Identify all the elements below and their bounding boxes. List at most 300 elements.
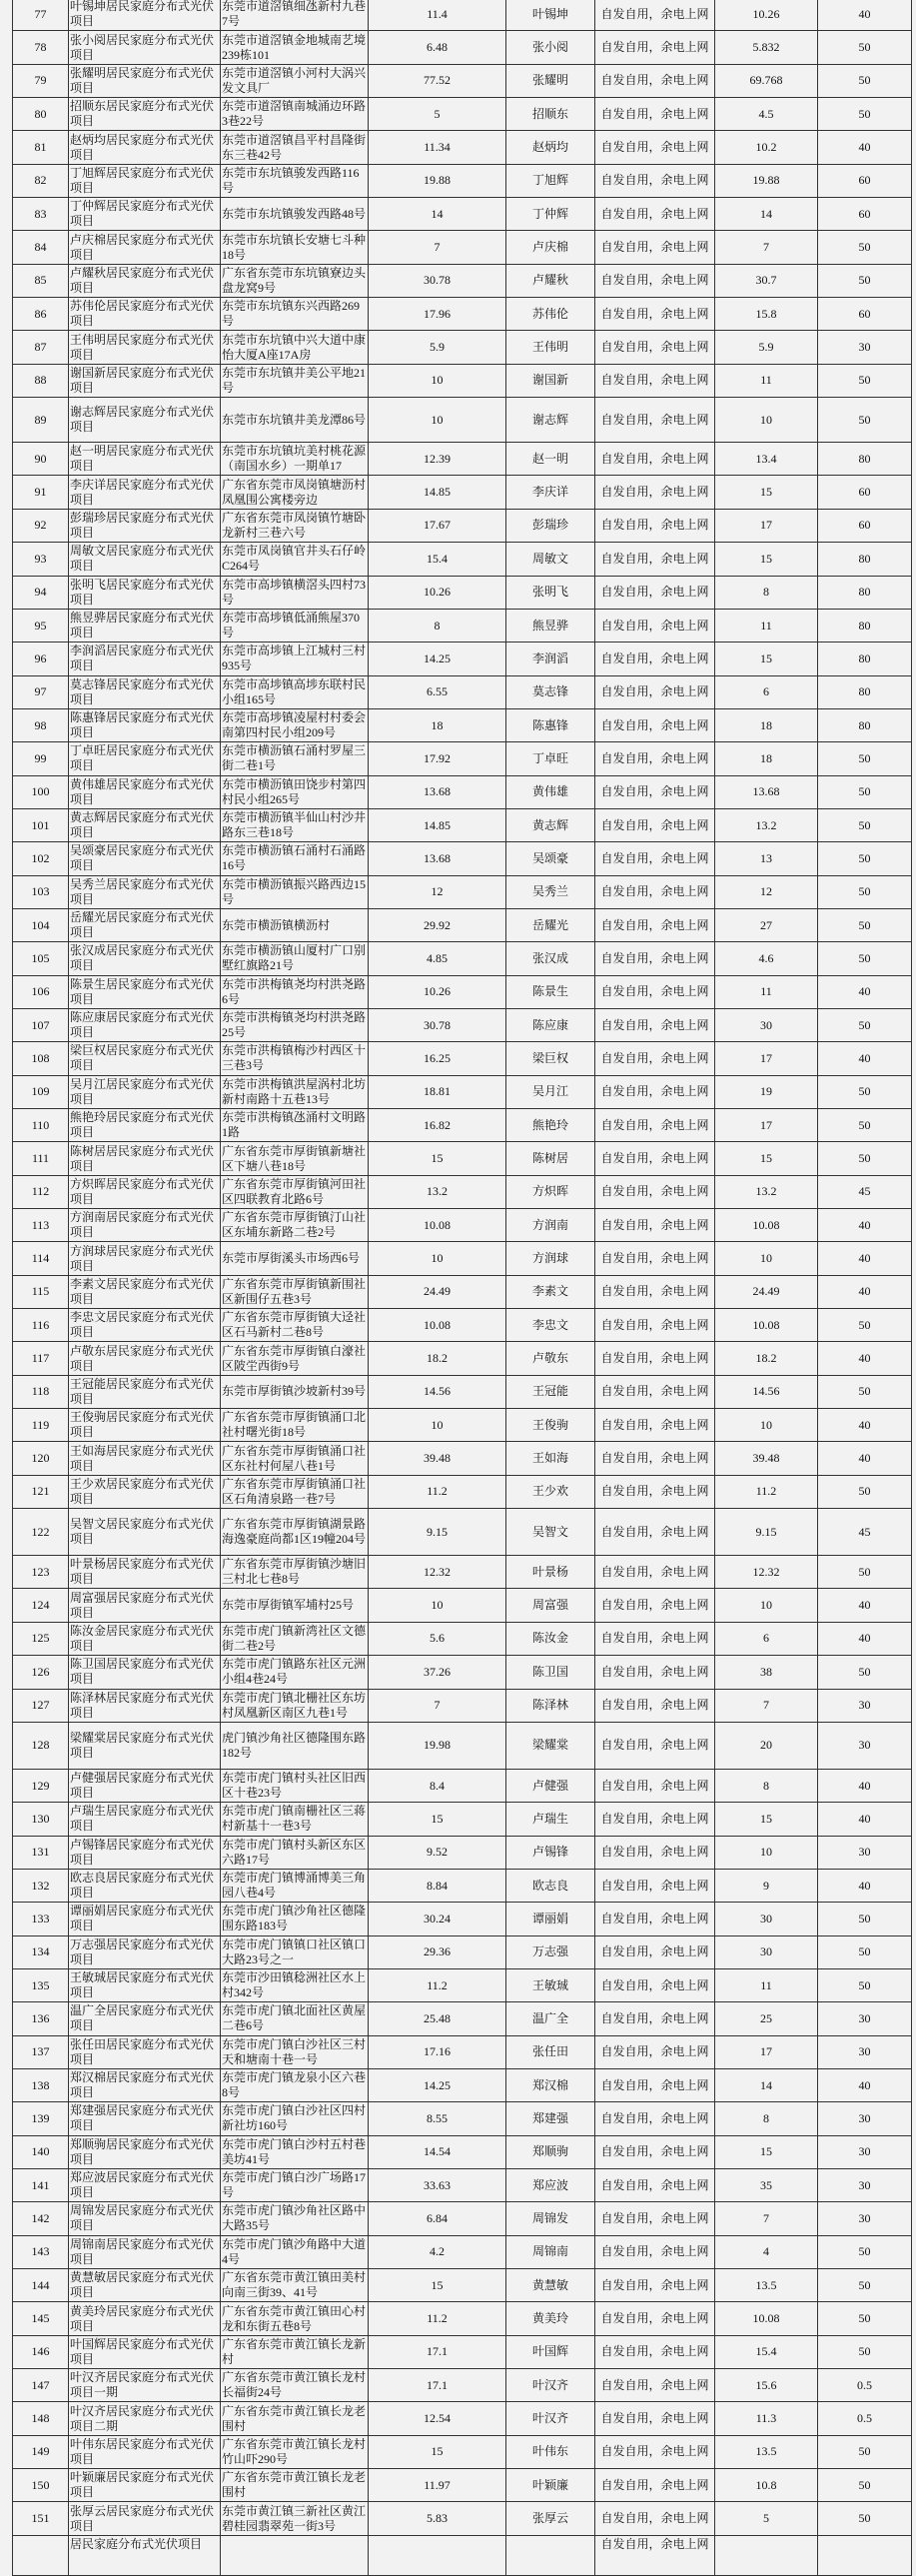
table-row: [13, 775, 912, 808]
percent-cell: 40: [818, 2068, 912, 2101]
capacity-cell: 10.08: [369, 1309, 506, 1342]
row-number-cell: 93: [13, 543, 69, 576]
project-name-cell: 叶汉齐居民家庭分布式光伏项目一期: [69, 2369, 221, 2402]
owner-name-cell: 吴秀兰: [506, 875, 595, 908]
project-name-cell: 陈汝金居民家庭分布式光伏项目: [69, 1622, 221, 1655]
row-number-cell: 140: [13, 2135, 69, 2168]
row-number-cell: 141: [13, 2168, 69, 2201]
table-row: [13, 2002, 912, 2035]
grid-capacity-cell: 13.2: [715, 808, 818, 841]
consumption-mode-cell: 自发自用，余电上网: [595, 164, 715, 197]
consumption-mode-cell: 自发自用，余电上网: [595, 2002, 715, 2035]
project-name-cell: 周锦南居民家庭分布式光伏项目: [69, 2235, 221, 2268]
grid-capacity-cell: 11.3: [715, 2402, 818, 2435]
row-number-cell: 127: [13, 1689, 69, 1722]
consumption-mode-cell: 自发自用，余电上网: [595, 942, 715, 975]
table-row: [13, 1442, 912, 1475]
percent-cell: 50: [818, 1309, 912, 1342]
capacity-cell: 16.82: [369, 1109, 506, 1142]
percent-cell: 80: [818, 643, 912, 675]
consumption-mode-cell: 自发自用，余电上网: [595, 775, 715, 808]
owner-name-cell: 张汉成: [506, 942, 595, 975]
capacity-cell: 17.96: [369, 298, 506, 331]
capacity-cell: 8: [369, 609, 506, 642]
row-number-cell: 128: [13, 1722, 69, 1769]
address-cell: 东莞市横沥镇石涌村石涌路16号: [221, 842, 369, 875]
project-name-cell: 叶汉齐居民家庭分布式光伏项目二期: [69, 2402, 221, 2435]
table-row: [13, 2335, 912, 2368]
table-row: [13, 1722, 912, 1769]
capacity-cell: 5.83: [369, 2502, 506, 2535]
table-row: [13, 298, 912, 331]
owner-name-cell: 梁耀棠: [506, 1722, 595, 1769]
project-name-cell: 卢健强居民家庭分布式光伏项目: [69, 1769, 221, 1802]
table-row: [13, 708, 912, 741]
capacity-cell: 8.4: [369, 1769, 506, 1802]
percent-cell: 45: [818, 1509, 912, 1556]
row-number-cell: 117: [13, 1342, 69, 1375]
row-number-cell: 138: [13, 2068, 69, 2101]
grid-capacity-cell: 5: [715, 2502, 818, 2535]
grid-capacity-cell: 15.4: [715, 2335, 818, 2368]
address-cell: 东莞市横沥镇石涌村罗屋三街二巷1号: [221, 742, 369, 775]
table-row: [13, 2202, 912, 2235]
owner-name-cell: 熊昱骅: [506, 609, 595, 642]
owner-name-cell: 周锦南: [506, 2235, 595, 2268]
address-cell: 广东省东莞市厚街镇湖景路海逸豪庭尚都1区19幢204号: [221, 1509, 369, 1556]
project-name-cell: 张明飞居民家庭分布式光伏项目: [69, 576, 221, 609]
percent-cell: 40: [818, 1342, 912, 1375]
consumption-mode-cell: 自发自用，余电上网: [595, 1475, 715, 1508]
consumption-mode-cell: 自发自用，余电上网: [595, 1509, 715, 1556]
table-row: [13, 2135, 912, 2168]
project-name-cell: 王俊驹居民家庭分布式光伏项目: [69, 1409, 221, 1442]
grid-capacity-cell: [715, 2535, 818, 2575]
percent-cell: 30: [818, 1689, 912, 1722]
percent-cell: 50: [818, 842, 912, 875]
grid-capacity-cell: 10.26: [715, 0, 818, 31]
consumption-mode-cell: 自发自用，余电上网: [595, 2502, 715, 2535]
owner-name-cell: 黄慧敏: [506, 2269, 595, 2302]
percent-cell: 40: [818, 1042, 912, 1075]
address-cell: 东莞市道滘镇小河村大涡兴发文具厂: [221, 64, 369, 97]
project-name-cell: 叶景杨居民家庭分布式光伏项目: [69, 1556, 221, 1589]
consumption-mode-cell: 自发自用，余电上网: [595, 1769, 715, 1802]
project-name-cell: 陈卫国居民家庭分布式光伏项目: [69, 1656, 221, 1689]
row-number-cell: 122: [13, 1509, 69, 1556]
percent-cell: 50: [818, 64, 912, 97]
consumption-mode-cell: 自发自用，余电上网: [595, 1375, 715, 1408]
address-cell: 广东省东莞市凤岗镇竹塘卧龙新村三巷六号: [221, 509, 369, 542]
percent-cell: 30: [818, 1836, 912, 1869]
percent-cell: 80: [818, 609, 912, 642]
capacity-cell: 7: [369, 1689, 506, 1722]
address-cell: 东莞市虎门镇村头社区旧西区十巷23号: [221, 1769, 369, 1802]
address-cell: 东莞市厚街镇沙坡新村39号: [221, 1375, 369, 1408]
grid-capacity-cell: 10.08: [715, 1309, 818, 1342]
address-cell: 广东省东莞市厚街镇汀山社区东埔东新路二巷2号: [221, 1209, 369, 1242]
consumption-mode-cell: 自发自用，余电上网: [595, 675, 715, 708]
owner-name-cell: 周敏文: [506, 543, 595, 576]
grid-capacity-cell: 15: [715, 1142, 818, 1175]
percent-cell: 50: [818, 1903, 912, 1935]
project-name-cell: 万志强居民家庭分布式光伏项目: [69, 1935, 221, 1968]
percent-cell: 50: [818, 398, 912, 443]
capacity-cell: 29.92: [369, 908, 506, 941]
row-number-cell: 116: [13, 1309, 69, 1342]
address-cell: 广东省东莞市厚街镇白濠社区陂坣西街9号: [221, 1342, 369, 1375]
project-name-cell: 王伟明居民家庭分布式光伏项目: [69, 331, 221, 364]
table-row: [13, 675, 912, 708]
project-name-cell: 郑顺驹居民家庭分布式光伏项目: [69, 2135, 221, 2168]
consumption-mode-cell: 自发自用，余电上网: [595, 331, 715, 364]
consumption-mode-cell: 自发自用，余电上网: [595, 264, 715, 297]
address-cell: 东莞市虎门镇沙角路中大道4号: [221, 2235, 369, 2268]
consumption-mode-cell: 自发自用，余电上网: [595, 1656, 715, 1689]
address-cell: 东莞市高埗镇上江城村三村935号: [221, 643, 369, 675]
row-number-cell: 125: [13, 1622, 69, 1655]
address-cell: 东莞市东坑镇中兴大道中康怡大厦A座17A房: [221, 331, 369, 364]
percent-cell: 50: [818, 1475, 912, 1508]
percent-cell: 50: [818, 1075, 912, 1108]
project-name-cell: 莫志锋居民家庭分布式光伏项目: [69, 675, 221, 708]
grid-capacity-cell: 9: [715, 1869, 818, 1902]
capacity-cell: 16.25: [369, 1042, 506, 1075]
owner-name-cell: 欧志良: [506, 1869, 595, 1902]
table-row: [13, 1275, 912, 1308]
owner-name-cell: 熊艳玲: [506, 1109, 595, 1142]
address-cell: 东莞市虎门镇白沙社区四村新社坊160号: [221, 2102, 369, 2135]
capacity-cell: 14.56: [369, 1375, 506, 1408]
project-name-cell: 丁卓旺居民家庭分布式光伏项目: [69, 742, 221, 775]
address-cell: 广东省东莞市厚街镇涌口社区石角清泉路一巷7号: [221, 1475, 369, 1508]
consumption-mode-cell: 自发自用，余电上网: [595, 2402, 715, 2435]
percent-cell: 50: [818, 742, 912, 775]
percent-cell: 50: [818, 1968, 912, 2001]
address-cell: 广东省东莞市厚街镇沙塘旧三村北七巷8号: [221, 1556, 369, 1589]
grid-capacity-cell: 18: [715, 742, 818, 775]
row-number-cell: 99: [13, 742, 69, 775]
row-number-cell: 103: [13, 875, 69, 908]
project-name-cell: 陈景生居民家庭分布式光伏项目: [69, 975, 221, 1008]
consumption-mode-cell: 自发自用，余电上网: [595, 1008, 715, 1041]
row-number-cell: 88: [13, 364, 69, 397]
percent-cell: 50: [818, 1935, 912, 1968]
row-number-cell: 97: [13, 675, 69, 708]
project-name-cell: 吴颂豪居民家庭分布式光伏项目: [69, 842, 221, 875]
project-name-cell: 陈应康居民家庭分布式光伏项目: [69, 1008, 221, 1041]
capacity-cell: 9.52: [369, 1836, 506, 1869]
row-number-cell: 84: [13, 231, 69, 264]
grid-capacity-cell: 12.32: [715, 1556, 818, 1589]
address-cell: 东莞市横沥镇田饶步村第四村民小组265号: [221, 775, 369, 808]
consumption-mode-cell: 自发自用，余电上网: [595, 808, 715, 841]
table-row: [13, 1903, 912, 1935]
project-name-cell: 卢庆棉居民家庭分布式光伏项目: [69, 231, 221, 264]
consumption-mode-cell: 自发自用，余电上网: [595, 2202, 715, 2235]
table-row: [13, 2469, 912, 2502]
row-number-cell: 91: [13, 476, 69, 509]
project-name-cell: 周锦发居民家庭分布式光伏项目: [69, 2202, 221, 2235]
row-number-cell: 132: [13, 1869, 69, 1902]
percent-cell: 40: [818, 1209, 912, 1242]
consumption-mode-cell: 自发自用，余电上网: [595, 576, 715, 609]
consumption-mode-cell: 自发自用，余电上网: [595, 742, 715, 775]
project-name-cell: 周富强居民家庭分布式光伏项目: [69, 1589, 221, 1622]
project-name-cell: 谭丽娟居民家庭分布式光伏项目: [69, 1903, 221, 1935]
project-name-cell: 方润南居民家庭分布式光伏项目: [69, 1209, 221, 1242]
table-row: [13, 131, 912, 164]
consumption-mode-cell: 自发自用，余电上网: [595, 1622, 715, 1655]
grid-capacity-cell: 10.8: [715, 2469, 818, 2502]
table-row: [13, 1622, 912, 1655]
percent-cell: 50: [818, 2502, 912, 2535]
owner-name-cell: 谢志辉: [506, 398, 595, 443]
row-number-cell: 146: [13, 2335, 69, 2368]
partial-table-row: [13, 2535, 912, 2575]
owner-name-cell: 郑建强: [506, 2102, 595, 2135]
row-number-cell: 144: [13, 2269, 69, 2302]
row-number-cell: 126: [13, 1656, 69, 1689]
project-name-cell: 张任田居民家庭分布式光伏项目: [69, 2035, 221, 2068]
consumption-mode-cell: 自发自用，余电上网: [595, 1142, 715, 1175]
table-row: [13, 808, 912, 841]
address-cell: 东莞市虎门镇沙角社区德隆围东路183号: [221, 1903, 369, 1935]
row-number-cell: 130: [13, 1803, 69, 1836]
table-row: [13, 609, 912, 642]
project-name-cell: 王少欢居民家庭分布式光伏项目: [69, 1475, 221, 1508]
capacity-cell: 30.78: [369, 264, 506, 297]
project-name-cell: 叶锡坤居民家庭分布式光伏项目: [69, 0, 221, 31]
percent-cell: 60: [818, 164, 912, 197]
percent-cell: 60: [818, 476, 912, 509]
consumption-mode-cell: 自发自用，余电上网: [595, 1869, 715, 1902]
capacity-cell: 10: [369, 364, 506, 397]
table-row: [13, 331, 912, 364]
owner-name-cell: 王俊驹: [506, 1409, 595, 1442]
consumption-mode-cell: 自发自用，余电上网: [595, 1275, 715, 1308]
capacity-cell: 14.85: [369, 808, 506, 841]
project-name-cell: 张小阅居民家庭分布式光伏项目: [69, 31, 221, 64]
consumption-mode-cell: 自发自用，余电上网: [595, 2302, 715, 2335]
grid-capacity-cell: 17: [715, 509, 818, 542]
row-number-cell: 95: [13, 609, 69, 642]
owner-name-cell: 叶景杨: [506, 1556, 595, 1589]
owner-name-cell: 卢健强: [506, 1769, 595, 1802]
address-cell: 东莞市横沥镇横沥村: [221, 908, 369, 941]
capacity-cell: 10.26: [369, 975, 506, 1008]
grid-capacity-cell: 10: [715, 1242, 818, 1275]
project-name-cell: 温广全居民家庭分布式光伏项目: [69, 2002, 221, 2035]
table-row: [13, 975, 912, 1008]
table-row: [13, 231, 912, 264]
address-cell: 东莞市东坑镇骏发西路48号: [221, 198, 369, 231]
project-name-cell: 黄伟雄居民家庭分布式光伏项目: [69, 775, 221, 808]
address-cell: 东莞市东坑镇长安塘七斗种18号: [221, 231, 369, 264]
table-row: [13, 1042, 912, 1075]
address-cell: 广东省东莞市厚街镇新塘社区下塘八巷18号: [221, 1142, 369, 1175]
address-cell: 东莞市横沥镇振兴路西边15号: [221, 875, 369, 908]
percent-cell: 60: [818, 509, 912, 542]
address-cell: 广东省东莞市黄江镇长龙新村: [221, 2335, 369, 2368]
percent-cell: 80: [818, 675, 912, 708]
row-number-cell: 136: [13, 2002, 69, 2035]
project-name-cell: 陈树居居民家庭分布式光伏项目: [69, 1142, 221, 1175]
address-cell: 东莞市东坑镇坑美村桃花源（南国水乡）一期单17: [221, 443, 369, 476]
consumption-mode-cell: 自发自用，余电上网: [595, 543, 715, 576]
capacity-cell: 14.25: [369, 643, 506, 675]
table-row: [13, 509, 912, 542]
capacity-cell: 14: [369, 198, 506, 231]
consumption-mode-cell: 自发自用，余电上网: [595, 2269, 715, 2302]
capacity-cell: 17.16: [369, 2035, 506, 2068]
row-number-cell: 124: [13, 1589, 69, 1622]
address-cell: 东莞市虎门镇村头新区东区六路17号: [221, 1836, 369, 1869]
capacity-cell: 6.55: [369, 675, 506, 708]
table-row: [13, 198, 912, 231]
owner-name-cell: 叶锡坤: [506, 0, 595, 31]
percent-cell: 50: [818, 1556, 912, 1589]
grid-capacity-cell: 14.56: [715, 1375, 818, 1408]
project-name-cell: 吴智文居民家庭分布式光伏项目: [69, 1509, 221, 1556]
row-number-cell: 150: [13, 2469, 69, 2502]
owner-name-cell: 陈惠锋: [506, 708, 595, 741]
address-cell: 东莞市东坑镇井美公平地21号: [221, 364, 369, 397]
address-cell: 东莞市虎门镇沙角社区路中大路35号: [221, 2202, 369, 2235]
percent-cell: 40: [818, 1409, 912, 1442]
capacity-cell: 4.85: [369, 942, 506, 975]
project-name-cell: 苏伟伦居民家庭分布式光伏项目: [69, 298, 221, 331]
percent-cell: 50: [818, 1008, 912, 1041]
project-name-cell: 张耀明居民家庭分布式光伏项目: [69, 64, 221, 97]
capacity-cell: 10: [369, 1409, 506, 1442]
consumption-mode-cell: 自发自用，余电上网: [595, 443, 715, 476]
table-row: [13, 1475, 912, 1508]
percent-cell: 30: [818, 331, 912, 364]
project-name-cell: 王敏珹居民家庭分布式光伏项目: [69, 1968, 221, 2001]
row-number-cell: 120: [13, 1442, 69, 1475]
percent-cell: 50: [818, 31, 912, 64]
row-number-cell: 86: [13, 298, 69, 331]
row-number-cell: 118: [13, 1375, 69, 1408]
grid-capacity-cell: 39.48: [715, 1442, 818, 1475]
owner-name-cell: 莫志锋: [506, 675, 595, 708]
consumption-mode-cell: 自发自用，余电上网: [595, 1556, 715, 1589]
project-name-cell: 李素文居民家庭分布式光伏项目: [69, 1275, 221, 1308]
consumption-mode-cell: 自发自用，余电上网: [595, 298, 715, 331]
owner-name-cell: 丁卓旺: [506, 742, 595, 775]
percent-cell: [818, 2535, 912, 2575]
table-row: [13, 2435, 912, 2468]
consumption-mode-cell: 自发自用，余电上网: [595, 643, 715, 675]
grid-capacity-cell: 20: [715, 1722, 818, 1769]
table-row: [13, 1409, 912, 1442]
capacity-cell: 37.26: [369, 1656, 506, 1689]
owner-name-cell: 张耀明: [506, 64, 595, 97]
table-row: [13, 1589, 912, 1622]
consumption-mode-cell: 自发自用，余电上网: [595, 2369, 715, 2402]
grid-capacity-cell: 30.7: [715, 264, 818, 297]
consumption-mode-cell: 自发自用，余电上网: [595, 842, 715, 875]
table-row: [13, 2235, 912, 2268]
capacity-cell: 29.36: [369, 1935, 506, 1968]
row-number-cell: 147: [13, 2369, 69, 2402]
project-name-cell: 欧志良居民家庭分布式光伏项目: [69, 1869, 221, 1902]
percent-cell: 40: [818, 1442, 912, 1475]
percent-cell: 50: [818, 2269, 912, 2302]
grid-capacity-cell: 10.2: [715, 131, 818, 164]
owner-name-cell: 王敏珹: [506, 1968, 595, 2001]
pv-project-table: [12, 0, 912, 2576]
project-name-cell: 黄美玲居民家庭分布式光伏项目: [69, 2302, 221, 2335]
grid-capacity-cell: 35: [715, 2168, 818, 2201]
address-cell: 东莞市横沥镇半仙山村沙井路东三巷18号: [221, 808, 369, 841]
row-number-cell: 83: [13, 198, 69, 231]
consumption-mode-cell: 自发自用，余电上网: [595, 2435, 715, 2468]
address-cell: 广东省东莞市厚街镇涌口社区东社村何屋八巷1号: [221, 1442, 369, 1475]
owner-name-cell: 丁仲辉: [506, 198, 595, 231]
row-number-cell: 151: [13, 2502, 69, 2535]
table-row: [13, 2369, 912, 2402]
consumption-mode-cell: 自发自用，余电上网: [595, 2068, 715, 2101]
grid-capacity-cell: 5.832: [715, 31, 818, 64]
address-cell: 东莞市高埗镇低涌熊屋370号: [221, 609, 369, 642]
owner-name-cell: 吴颂豪: [506, 842, 595, 875]
row-number-cell: [13, 2535, 69, 2575]
row-number-cell: 121: [13, 1475, 69, 1508]
grid-capacity-cell: 5.9: [715, 331, 818, 364]
table-row: [13, 1935, 912, 1968]
owner-name-cell: 万志强: [506, 1935, 595, 1968]
owner-name-cell: 谭丽娟: [506, 1903, 595, 1935]
project-name-cell: 陈惠锋居民家庭分布式光伏项目: [69, 708, 221, 741]
row-number-cell: 80: [13, 98, 69, 131]
percent-cell: 50: [818, 1656, 912, 1689]
table-row: [13, 1175, 912, 1208]
consumption-mode-cell: 自发自用，余电上网: [595, 1836, 715, 1869]
grid-capacity-cell: 8: [715, 2102, 818, 2135]
address-cell: 东莞市洪梅镇尧均村洪尧路6号: [221, 975, 369, 1008]
table-row: [13, 643, 912, 675]
address-cell: 东莞市虎门镇南栅社区三蒋村新基十一巷3号: [221, 1803, 369, 1836]
address-cell: 广东省东莞市黄江镇田心村龙和东街五巷8号: [221, 2302, 369, 2335]
row-number-cell: 131: [13, 1836, 69, 1869]
owner-name-cell: 陈汝金: [506, 1622, 595, 1655]
address-cell: 广东省东莞市黄江镇长龙村竹山吓290号: [221, 2435, 369, 2468]
capacity-cell: 11.34: [369, 131, 506, 164]
project-name-cell: 陈泽林居民家庭分布式光伏项目: [69, 1689, 221, 1722]
row-number-cell: 90: [13, 443, 69, 476]
table-row: [13, 1836, 912, 1869]
consumption-mode-cell: 自发自用，余电上网: [595, 1109, 715, 1142]
consumption-mode-cell: 自发自用，余电上网: [595, 64, 715, 97]
row-number-cell: 129: [13, 1769, 69, 1802]
owner-name-cell: 陈应康: [506, 1008, 595, 1041]
capacity-cell: 10.26: [369, 576, 506, 609]
consumption-mode-cell: 自发自用，余电上网: [595, 1075, 715, 1108]
table-row: [13, 164, 912, 197]
percent-cell: 40: [818, 1242, 912, 1275]
row-number-cell: 98: [13, 708, 69, 741]
capacity-cell: 18: [369, 708, 506, 741]
table-row: [13, 1008, 912, 1041]
row-number-cell: 89: [13, 398, 69, 443]
owner-name-cell: 王冠能: [506, 1375, 595, 1408]
row-number-cell: 143: [13, 2235, 69, 2268]
percent-cell: 50: [818, 2235, 912, 2268]
address-cell: 东莞市洪梅镇尧均村洪尧路25号: [221, 1008, 369, 1041]
capacity-cell: 7: [369, 231, 506, 264]
